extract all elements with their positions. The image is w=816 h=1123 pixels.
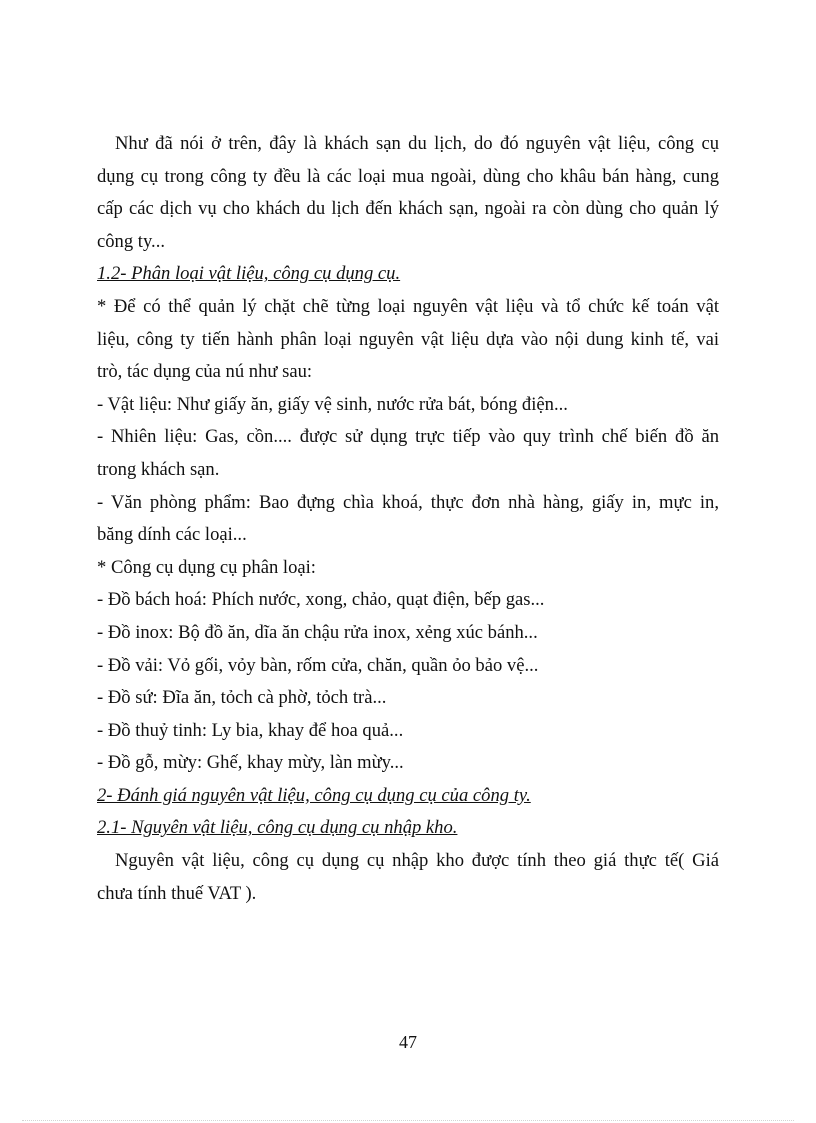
- page-body: [97, 128, 719, 910]
- list-item: - Đồ bách hoá: Phích nước, xong, chảo, quạt điện, bếp gas...: [97, 589, 545, 611]
- text-line: trò, tác dụng của nú như sau:: [97, 361, 313, 383]
- list-item: - Đồ inox: Bộ đồ ăn, dĩa ăn chậu rửa inox, xẻng xúc bánh...: [97, 621, 538, 643]
- text-line: liệu, công ty tiến hành phân loại nguyên vật liệu dựa vào nội dung kinh tế, vai: [97, 328, 719, 350]
- text-line: chưa tính thuế VAT ).: [97, 882, 257, 904]
- list-item: - Nhiên liệu: Gas, cồn.... được sử dụng trực tiếp vào quy trình chế biến đồ ăn: [97, 426, 719, 448]
- section-heading: 2- Đánh giá nguyên vật liệu, công cụ dụng cụ của công ty.: [97, 784, 531, 806]
- list-heading: * Công cụ dụng cụ phân loại:: [97, 556, 316, 578]
- list-item: - Đồ gỗ, mừy: Ghế, khay mừy, làn mừy...: [97, 752, 404, 774]
- text-line: dụng cụ trong công ty đều là các loại mua ngoài, dùng cho khâu bán hàng, cung: [97, 165, 719, 187]
- subsection-heading: 2.1- Nguyên vật liệu, công cụ dụng cụ nhập kho.: [97, 817, 458, 839]
- text-line: công ty...: [97, 230, 165, 252]
- text-line: băng dính các loại...: [97, 524, 247, 546]
- text-line: cấp các dịch vụ cho khách du lịch đến khách sạn, ngoài ra còn dùng cho quản lý: [97, 198, 719, 220]
- list-item: - Đồ thuỷ tinh: Ly bia, khay để hoa quả...: [97, 719, 404, 741]
- list-item: - Văn phòng phẩm: Bao đựng chìa khoá, thực đơn nhà hàng, giấy in, mực in,: [97, 491, 719, 513]
- text-line: Nguyên vật liệu, công cụ dụng cụ nhập kho được tính theo giá thực tế( Giá: [115, 850, 719, 872]
- page-number: 47: [399, 1032, 417, 1052]
- text-line: Như đã nói ở trên, đây là khách sạn du lịch, do đó nguyên vật liệu, công cụ: [115, 133, 719, 154]
- section-heading: 1.2- Phân loại vật liệu, công cụ dụng cụ.: [97, 263, 401, 285]
- text-line: * Để có thể quản lý chặt chẽ từng loại nguyên vật liệu và tổ chức kế toán vật: [97, 295, 719, 317]
- list-item: - Đồ sứ: Đĩa ăn, tỏch cà phờ, tỏch trà...: [97, 687, 387, 709]
- list-item: - Vật liệu: Như giấy ăn, giấy vệ sinh, nước rửa bát, bóng điện...: [97, 393, 568, 415]
- text-line: trong khách sạn.: [97, 458, 220, 480]
- page-bottom-divider: [22, 1120, 794, 1121]
- list-item: - Đồ vải: Vỏ gối, vỏy bàn, rốm cửa, chăn, quần ỏo bảo vệ...: [97, 654, 539, 676]
